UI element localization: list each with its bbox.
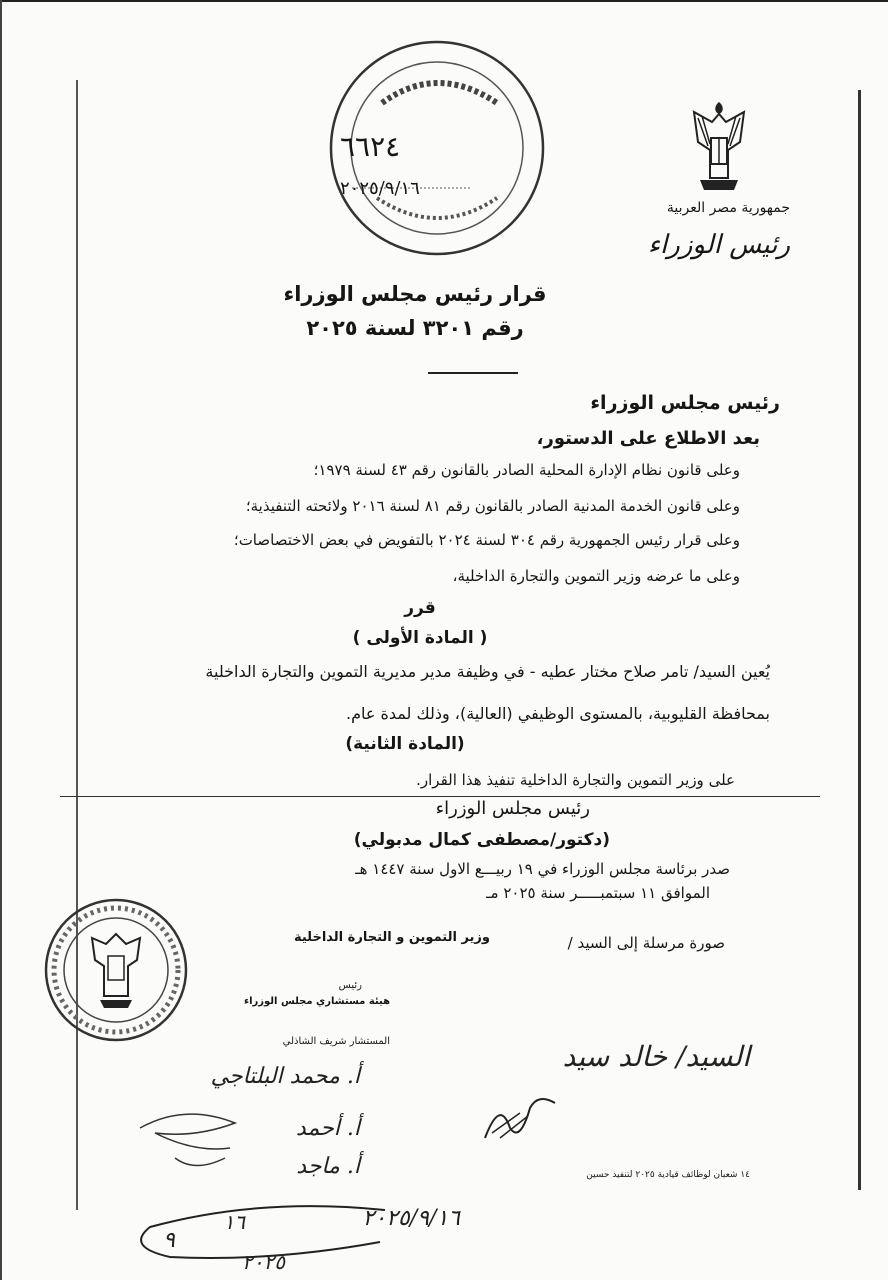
handwritten-initial: أ. محمد البلتاجي xyxy=(210,1064,360,1089)
title-divider xyxy=(428,372,518,374)
decree-number: رقم ٣٢٠١ لسنة ٢٠٢٥ xyxy=(306,316,524,340)
handwritten-year: ٢٠٢٥ xyxy=(242,1250,285,1274)
issue-date-hijri: صدر برئاسة مجلس الوزراء في ١٩ ربيـــع الاول سنة ١٤٤٧ هـ xyxy=(355,860,730,878)
copy-recipient: وزير التموين و التجارة الداخلية xyxy=(293,930,490,945)
article2-heading: (المادة الثانية) xyxy=(345,734,465,754)
whereas-clause: وعلى ما عرضه وزير التموين والتجارة الداخلية، xyxy=(452,567,740,585)
eagle-emblem-icon xyxy=(684,98,754,198)
republic-name: جمهورية مصر العربية xyxy=(666,200,790,216)
signatory-title: رئيس مجلس الوزراء xyxy=(435,798,590,819)
scan-edge-left xyxy=(0,0,2,1280)
whereas-clause: وعلى قانون الخدمة المدنية الصادر بالقانون رقم ٨١ لسنة ٢٠١٦ ولائحته التنفيذية؛ xyxy=(245,497,740,515)
article1-heading: ( المادة الأولى ) xyxy=(352,628,488,648)
handwritten-number: ١٦ xyxy=(223,1210,245,1234)
issuer-heading: رئيس مجلس الوزراء xyxy=(590,392,780,414)
handwritten-scribble-icon xyxy=(135,1098,245,1178)
scan-edge-top xyxy=(0,0,888,2)
signatory-name: (دكتور/مصطفى كمال مدبولي) xyxy=(353,830,610,850)
authority-person: المستشار شريف الشاذلي xyxy=(282,1036,390,1047)
authority-name: هيئة مستشاري مجلس الوزراء xyxy=(243,996,390,1007)
handwritten-initial: أ. أحمد xyxy=(295,1116,360,1141)
copy-to-label: صورة مرسلة إلى السيد / xyxy=(567,934,725,952)
section-divider xyxy=(60,796,820,797)
authority-head-label: رئيس xyxy=(338,980,362,991)
official-seal-icon xyxy=(40,896,192,1044)
stamp-registration-date: ٢٠٢٥/٩/١٦ xyxy=(340,178,420,199)
whereas-clause: وعلى قانون نظام الإدارة المحلية الصادر بالقانون رقم ٤٣ لسنة ١٩٧٩؛ xyxy=(313,461,740,479)
footer-note: ١٤ شعبان لوظائف قيادية ٢٠٢٥ لتنفيذ حسين xyxy=(586,1170,750,1180)
article1-text-continued: بمحافظة القليوبية، بالمستوى الوظيفي (العالية)، وذلك لمدة عام. xyxy=(346,704,770,723)
office-script-title: رئيس الوزراء xyxy=(647,230,790,260)
handwritten-referral: السيد/ خالد سيد xyxy=(562,1040,750,1073)
handwritten-date: ٢٠٢٥/٩/١٦ xyxy=(362,1206,460,1231)
decree-title: قرار رئيس مجلس الوزراء xyxy=(283,282,547,306)
margin-line-right xyxy=(858,90,861,1190)
stamp-registration-number: ٦٦٢٤ xyxy=(340,130,401,163)
article1-text: يُعين السيد/ تامر صلاح مختار عطيه - في وظيفة مدير مديرية التموين والتجارة الداخلية xyxy=(205,662,770,681)
article2-text: على وزير التموين والتجارة الداخلية تنفيذ هذا القرار. xyxy=(416,771,735,789)
preamble: بعد الاطلاع على الدستور، xyxy=(536,428,760,449)
issue-date-gregorian: الموافق ١١ سبتمبـــــر سنة ٢٠٢٥ مـ xyxy=(486,884,710,902)
handwritten-signature-icon xyxy=(480,1088,560,1148)
handwritten-initial: أ. ماجد xyxy=(296,1154,360,1179)
decided-heading: قرر xyxy=(404,598,436,618)
whereas-clause: وعلى قرار رئيس الجمهورية رقم ٣٠٤ لسنة ٢٠٢٤ بالتفويض في بعض الاختصاصات؛ xyxy=(233,531,740,549)
handwritten-number: ٩ xyxy=(163,1228,175,1253)
